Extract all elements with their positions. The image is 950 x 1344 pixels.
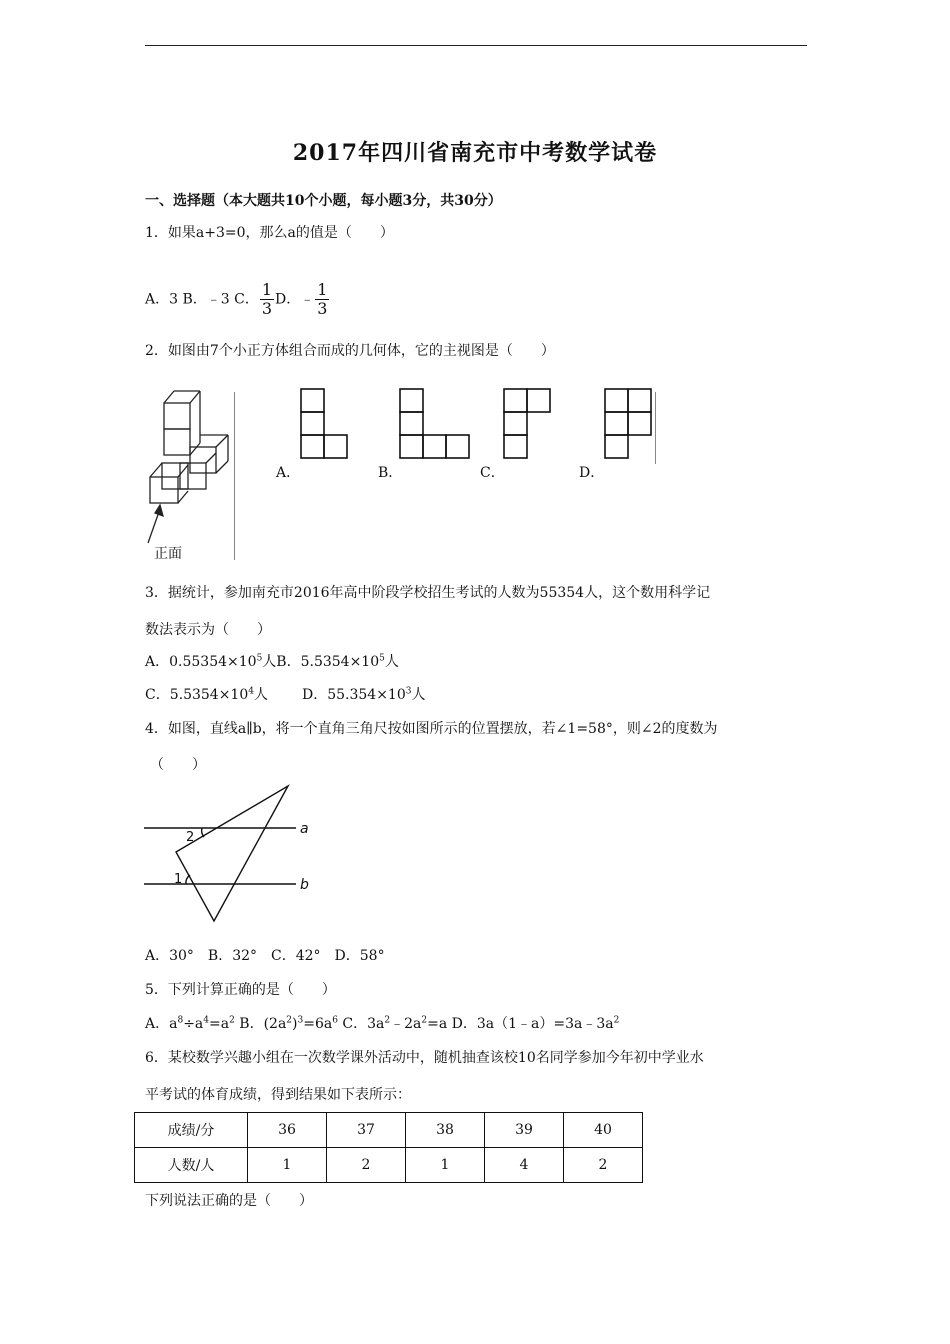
q6-stem-line2: 平考试的体育成绩，得到结果如下表所示： xyxy=(145,1087,411,1103)
q2-option-b[interactable]: B． xyxy=(378,465,403,481)
q4-parallel-lines-figure xyxy=(140,780,330,930)
q2-option-c[interactable]: C． xyxy=(480,465,505,481)
table-cell: 4 xyxy=(485,1148,564,1183)
table-row xyxy=(135,1113,643,1148)
front-label: 正面 xyxy=(154,546,182,562)
q1-option-c[interactable]: C． xyxy=(234,291,259,308)
q1-option-d[interactable]: D．﹣ xyxy=(275,291,315,308)
q2-option-a[interactable]: A． xyxy=(276,465,301,481)
q1-option-b[interactable]: B．﹣3 xyxy=(182,291,230,308)
q5-option-c[interactable]: C．$3a^2﹣2a^2=a$ xyxy=(342,1015,448,1032)
q6-follow-up: 下列说法正确的是（ ） xyxy=(145,1193,313,1209)
q3-option-d[interactable]: D．$55.354\times 10^3$人 xyxy=(301,686,426,703)
table-cell: 1 xyxy=(406,1148,485,1183)
q1-stem: 1．如果a+3=0，那么a的值是（ ） xyxy=(145,225,394,241)
q5-stem: 5．下列计算正确的是（ ） xyxy=(145,982,336,998)
table-cell: 37 xyxy=(327,1113,406,1148)
page-title: 2017年四川省南充市中考数学试卷 xyxy=(292,140,658,166)
q3-option-c[interactable]: C．$5.5354\times 10^4$人 xyxy=(145,686,268,703)
table-cell: 2 xyxy=(327,1148,406,1183)
q5-option-b[interactable]: B．$(2a^2)^3=6a^6$ xyxy=(239,1015,338,1032)
line-a-label: a xyxy=(300,821,309,837)
q5-option-d[interactable]: D．$3a(1﹣a)=3a﹣3a^2$ xyxy=(451,1015,620,1032)
options-divider xyxy=(655,392,656,464)
section-heading: 一、选择题（本大题共10个小题，每小题3分，共30分） xyxy=(145,193,502,209)
q3-options-row1 xyxy=(145,651,399,671)
q2-view-a[interactable] xyxy=(300,388,350,463)
q3-stem-line1: 3．据统计，参加南充市2016年高中阶段学校招生考试的人数为55354人，这个数用科学记 xyxy=(145,585,711,601)
table-cell: 38 xyxy=(406,1113,485,1148)
q3-stem-line2: 数法表示为（ ） xyxy=(145,622,271,638)
q2-view-b[interactable] xyxy=(399,388,473,463)
angle-2-label: 2 xyxy=(186,830,195,845)
q5-option-a[interactable]: A．$a^8\div a^4=a^2$ xyxy=(145,1015,235,1032)
q3-options-row2 xyxy=(145,684,425,704)
table-cell: 1 xyxy=(248,1148,327,1183)
q4-options[interactable]: A．30° B．32° C．42° D．58° xyxy=(145,948,385,964)
table-cell: 39 xyxy=(485,1113,564,1148)
table-row xyxy=(135,1148,643,1183)
q5-options xyxy=(145,1013,619,1033)
figure-divider xyxy=(234,392,235,560)
line-b-label: b xyxy=(300,877,309,893)
q4-stem-line2: （ ） xyxy=(150,757,206,773)
q2-option-d[interactable]: D． xyxy=(579,465,605,481)
q3-option-b[interactable]: B．$5.5354\times 10^5$人 xyxy=(276,653,399,670)
table-cell: 人数/人 xyxy=(135,1148,248,1183)
q2-view-d[interactable] xyxy=(604,388,654,463)
q1-fraction-c: $\frac{1}{3}$ xyxy=(261,280,273,318)
q1-option-a[interactable]: A．3 xyxy=(145,291,179,308)
q2-view-c[interactable] xyxy=(503,388,553,463)
q2-stem: 2．如图由7个小正方体组合而成的几何体，它的主视图是（ ） xyxy=(145,343,555,359)
table-cell: 2 xyxy=(564,1148,643,1183)
q3-option-a[interactable]: A．$0.55354\times 10^5$人 xyxy=(145,653,277,670)
q2-cube-figure xyxy=(140,385,240,565)
q6-stem-line1: 6．某校数学兴趣小组在一次数学课外活动中，随机抽查该校10名同学参加今年初中学业水 xyxy=(145,1050,704,1066)
table-cell: 40 xyxy=(564,1113,643,1148)
q4-stem-line1: 4．如图，直线a∥b，将一个直角三角尺按如图所示的位置摆放，若∠1=58°，则∠2的度数为 xyxy=(145,721,718,737)
angle-1-label: 1 xyxy=(174,872,183,887)
table-cell: 成绩/分 xyxy=(135,1113,248,1148)
table-cell: 36 xyxy=(248,1113,327,1148)
q1-fraction-d: $\frac{1}{3}$ xyxy=(317,280,328,318)
header-rule xyxy=(145,45,807,46)
q1-options xyxy=(145,281,330,318)
q6-score-table xyxy=(134,1112,643,1183)
